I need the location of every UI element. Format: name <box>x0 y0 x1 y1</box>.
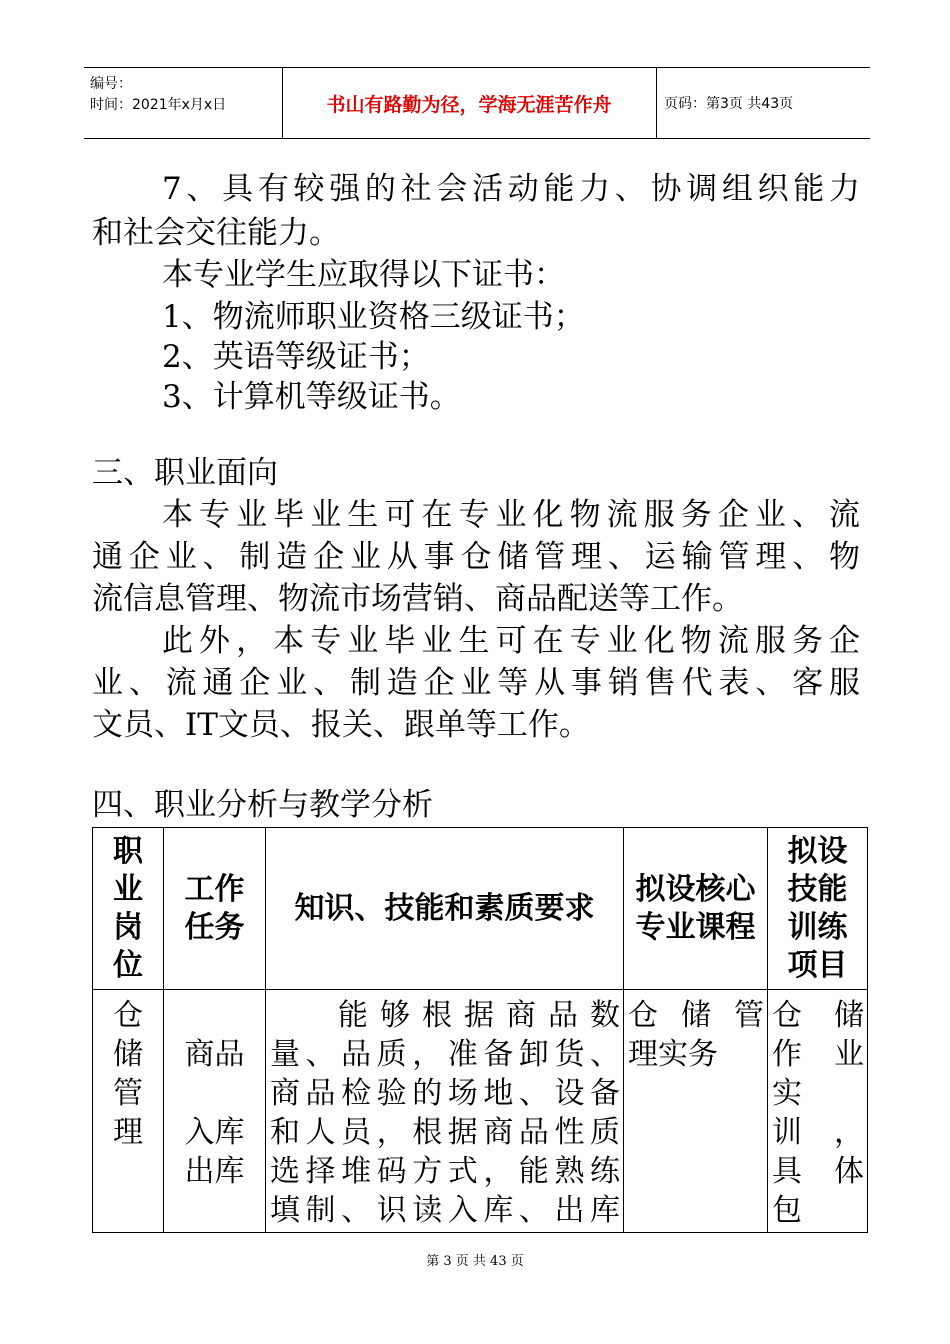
paragraph-line: 和社会交往能力。 <box>92 215 340 251</box>
header-cell-training: 拟设技能训练项目 <box>768 828 868 990</box>
certificate-intro: 本专业学生应取得以下证书： <box>162 257 565 293</box>
section-heading: 四、职业分析与教学分析 <box>92 787 433 823</box>
paragraph-line: 流信息管理、物流市场营销、商品配送等工作。 <box>92 581 743 617</box>
table-row <box>93 990 868 1233</box>
cell-requirements: 能够根据商品数 量、品质，准备卸货、 商品检验的场地、设备 和人员，根据商品性质 选择堆码方式，能熟练 填制、识读入库、出库 <box>266 990 624 1233</box>
certificate-item: 3、计算机等级证书。 <box>162 379 461 415</box>
page-header <box>84 67 870 139</box>
section-heading: 三、职业面向 <box>92 455 278 491</box>
document-number-label: 编号： <box>90 76 132 92</box>
certificate-item: 2、英语等级证书； <box>162 339 430 375</box>
table-header-row <box>93 828 868 990</box>
paragraph-line: 通企业、制造企业从事仓储管理、运输管理、物 <box>92 539 860 575</box>
header-motto: 书山有路勤为径，学海无涯苦作舟 <box>326 93 612 116</box>
cell-training: 仓储 作业 实 训， 具体 包 <box>768 990 868 1233</box>
paragraph-line: 此外，本专业毕业生可在专业化物流服务企 <box>162 623 860 659</box>
header-divider <box>282 68 283 138</box>
occupation-analysis-table <box>92 827 868 1233</box>
header-meta <box>90 74 226 116</box>
header-divider <box>656 68 657 138</box>
cell-core-course: 仓储管 理实务 <box>624 990 768 1233</box>
paragraph-line: 7、具有较强的社会活动能力、协调组织能力 <box>162 171 860 207</box>
document-date: 时间：2021年x月x日 <box>90 97 227 113</box>
paragraph-line: 文员、IT文员、报关、跟单等工作。 <box>92 707 590 743</box>
header-cell-task: 工作任务 <box>164 828 266 990</box>
paragraph-line: 本专业毕业生可在专业化物流服务企业、流 <box>162 497 860 533</box>
cell-task: 商品 入库 出库 <box>164 990 266 1233</box>
certificate-item: 1、物流师职业资格三级证书； <box>162 299 585 335</box>
cell-position: 仓储管理 <box>93 990 164 1233</box>
header-cell-core-course: 拟设核心专业课程 <box>624 828 768 990</box>
header-cell-position: 职业岗位 <box>93 828 164 990</box>
page-footer: 第 3 页 共 43 页 <box>426 1254 524 1269</box>
header-cell-requirements: 知识、技能和素质要求 <box>266 828 624 990</box>
header-page-info: 页码：第3页 共43页 <box>664 96 794 112</box>
paragraph-line: 业、流通企业、制造企业等从事销售代表、客服 <box>92 665 860 701</box>
